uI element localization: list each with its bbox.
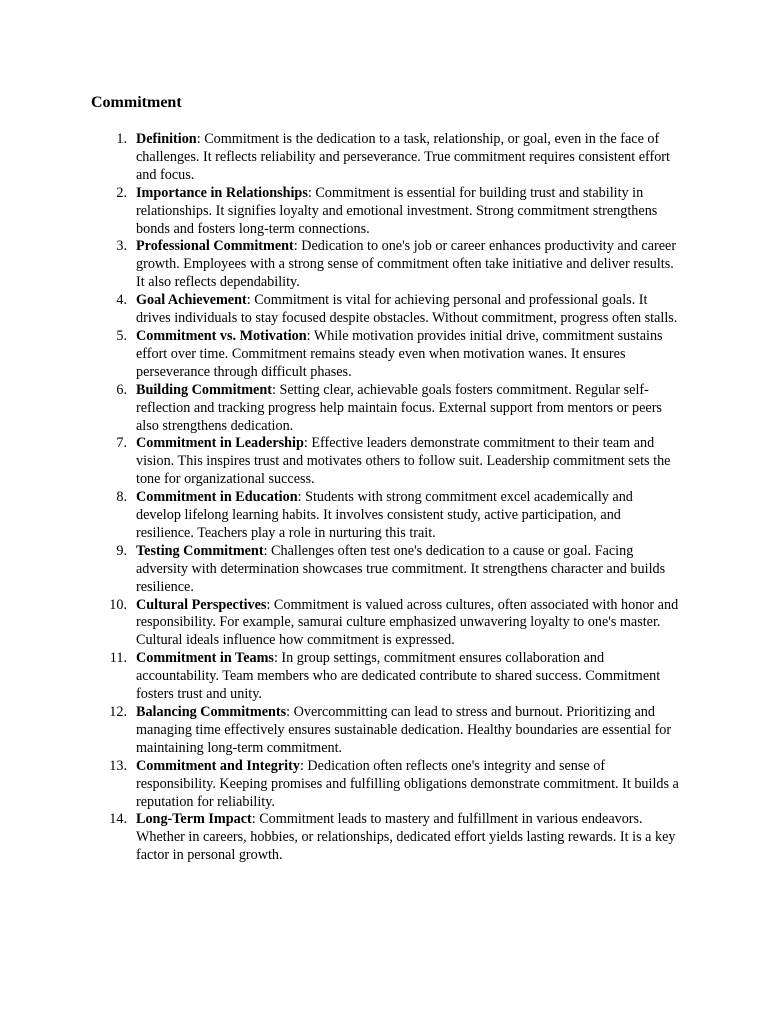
list-item-term: Commitment vs. Motivation bbox=[136, 327, 307, 344]
list-item bbox=[91, 597, 681, 651]
list-item-term: Long-Term Impact bbox=[136, 811, 252, 828]
list-item-text: : Overcommitting can lead to stress and burnout. Prioritizing and managing time effectively ensures sustainable dedication. Healthy boundaries are essential for maintaining long-term commitment. bbox=[136, 704, 672, 756]
list-item-number: 14. bbox=[109, 811, 127, 828]
list-item-number: 12. bbox=[109, 704, 127, 720]
list-item-term: Commitment in Teams bbox=[136, 650, 274, 667]
list-item-text: : Commitment is valued across cultures, often associated with honor and responsibility. For example, samurai culture emphasized unwavering loyalty to one's master. Cultural ideals influence how commitment is expressed. bbox=[136, 596, 679, 649]
list-item-text: : Dedication to one's job or career enhances productivity and career growth. Employees with a strong sense of commitment often take initiative and deliver results. It also reflects dependability. bbox=[136, 238, 677, 291]
list-item-number: 11. bbox=[109, 650, 127, 667]
list-item-term: Definition bbox=[136, 131, 197, 147]
list-item bbox=[91, 328, 681, 382]
list-item-number: 9. bbox=[116, 542, 127, 559]
list-item-text: : Commitment leads to mastery and fulfillment in various endeavors. Whether in careers, hobbies, or relationships, dedicated effort yields lasting rewards. It is a key factor in personal growth. bbox=[136, 811, 676, 864]
list-item bbox=[91, 435, 681, 489]
document-title: Commitment bbox=[91, 94, 182, 111]
list-item-number: 13. bbox=[109, 757, 127, 774]
list-item-text: : Students with strong commitment excel academically and develop lifelong learning habits. It involves consistent study, active participation, and resilience. Teachers play a role in nurturing this trait. bbox=[136, 489, 633, 541]
list-item bbox=[91, 650, 681, 704]
list-item-term: Importance in Relationships bbox=[136, 184, 308, 201]
list-item-term: Commitment in Leadership bbox=[136, 435, 304, 452]
list-item-term: Commitment in Education bbox=[136, 489, 298, 506]
list-item bbox=[91, 238, 681, 292]
list-item-text: : In group settings, commitment ensures collaboration and accountability. Team members who are dedicated contribute to shared success. Commitment fosters trust and unity. bbox=[136, 650, 661, 703]
list-item-term: Goal Achievement bbox=[136, 292, 247, 309]
list-item-text: : Challenges often test one's dedication to a cause or goal. Facing adversity with determination showcases true commitment. It strengthens character and builds resilience. bbox=[136, 542, 666, 595]
list-item-number: 4. bbox=[116, 292, 127, 309]
list-item bbox=[91, 185, 681, 239]
list-item-term: Testing Commitment bbox=[136, 542, 264, 559]
list-item-number: 7. bbox=[116, 435, 127, 452]
list-item-text: : While motivation provides initial drive, commitment sustains effort over time. Commitment remains steady even when motivation wanes. It ensures perseverance through difficult phases. bbox=[136, 327, 663, 380]
list-item-term: Cultural Perspectives bbox=[136, 596, 267, 613]
list-item-text: : Effective leaders demonstrate commitment to their team and vision. This inspires trust and motivates others to follow suit. Leadership commitment sets the tone for organizational success. bbox=[136, 435, 671, 488]
list-item bbox=[91, 382, 681, 436]
list-item bbox=[91, 704, 681, 758]
list-item-term: Professional Commitment bbox=[136, 238, 294, 255]
list-item-number: 6. bbox=[116, 381, 127, 398]
list-item-number: 8. bbox=[116, 489, 127, 506]
list-item-text: : Commitment is the dedication to a task, relationship, or goal, even in the face of challenges. It reflects reliability and perseverance. True commitment requires consistent effort and focus. bbox=[136, 131, 670, 183]
list-item-text: : Commitment is essential for building trust and stability in relationships. It signifies loyalty and emotional investment. Strong commitment strengthens bonds and fosters long-term connections. bbox=[136, 184, 658, 237]
list-item-term: Building Commitment bbox=[136, 381, 272, 398]
list-item bbox=[91, 811, 681, 865]
list-item-text: : Setting clear, achievable goals fosters commitment. Regular self-reflection and tracking progress help maintain focus. External support from mentors or peers also strengthens dedication. bbox=[136, 381, 662, 434]
list-item bbox=[91, 758, 681, 812]
list-item-text: : Commitment is vital for achieving personal and professional goals. It drives individuals to stay focused despite obstacles. Without commitment, progress often stalls. bbox=[136, 292, 678, 327]
list-item bbox=[91, 489, 681, 543]
list-item-number: 2. bbox=[116, 184, 127, 201]
list-item bbox=[91, 292, 681, 328]
list-item bbox=[91, 543, 681, 597]
list-item-term: Balancing Commitments bbox=[136, 704, 287, 720]
list-item-number: 1. bbox=[116, 131, 127, 147]
list-item bbox=[91, 131, 681, 185]
list-item-number: 3. bbox=[116, 238, 127, 255]
list-item-text: : Dedication often reflects one's integrity and sense of responsibility. Keeping promises and fulfilling obligations demonstrate commitment. It builds a reputation for reliability. bbox=[136, 757, 679, 810]
list-item-term: Commitment and Integrity bbox=[136, 757, 300, 774]
list-item-number: 10. bbox=[109, 596, 127, 613]
list-item-number: 5. bbox=[116, 327, 127, 344]
numbered-list bbox=[91, 131, 681, 865]
